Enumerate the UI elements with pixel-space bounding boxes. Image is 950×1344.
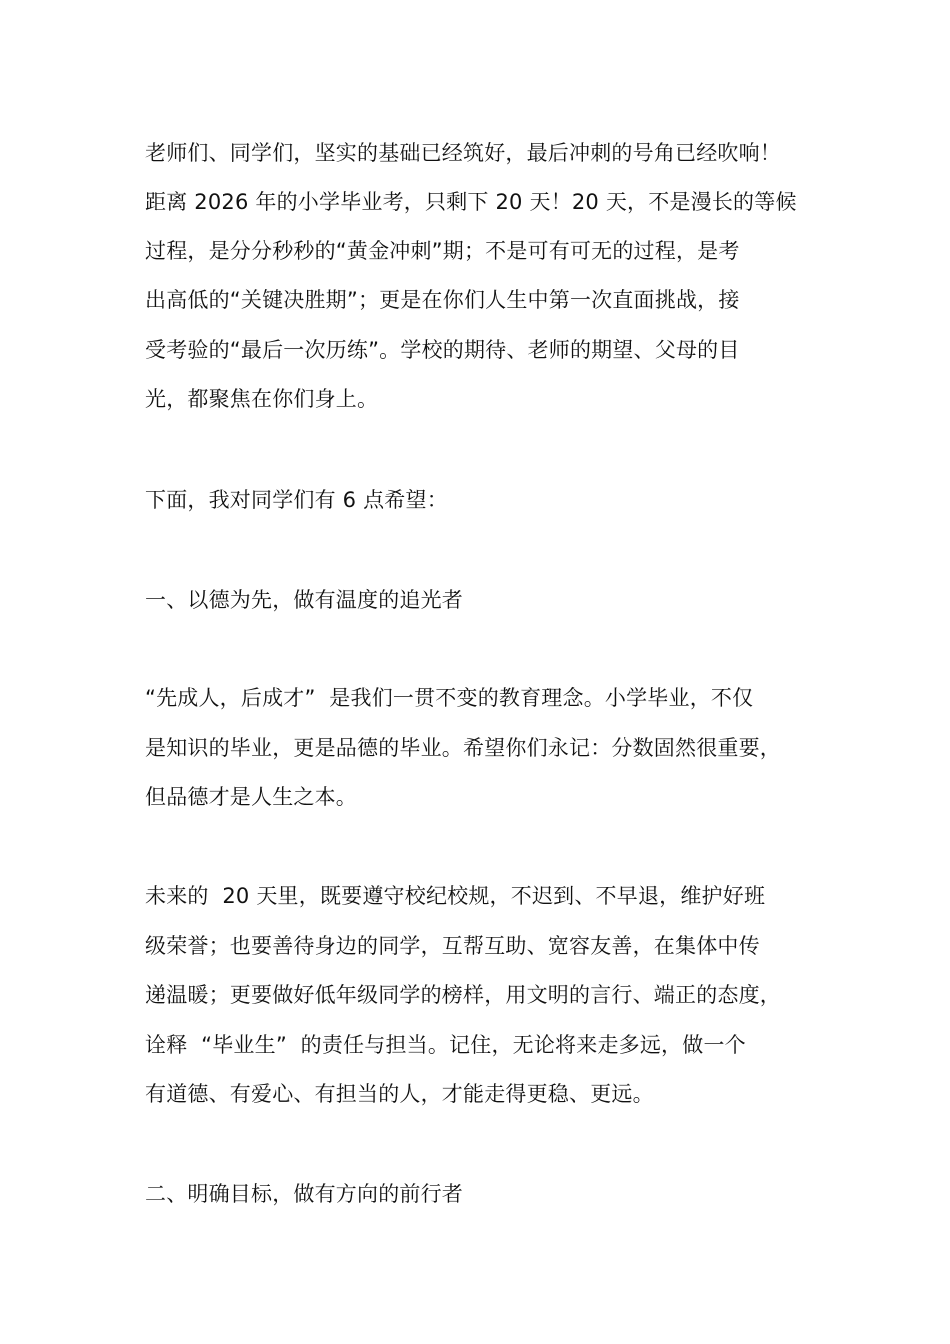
text-line: 未来的 20 天里，既要遵守校纪校规，不迟到、不早退，维护好班 <box>145 884 766 908</box>
text-line: 诠释 “毕业生” 的责任与担当。记住，无论将来走多远，做一个 <box>145 1033 746 1057</box>
text-line: 但品德才是人生之本。 <box>145 785 357 809</box>
text-line: 过程，是分分秒秒的“黄金冲刺”期；不是可有可无的过程，是考 <box>145 239 740 263</box>
text-line: 是知识的毕业，更是品德的毕业。希望你们永记：分数固然很重要， <box>145 736 781 760</box>
text-line: 下面，我对同学们有 6 点希望： <box>145 488 448 512</box>
text-line: 递温暖；更要做好低年级同学的榜样，用文明的言行、端正的态度， <box>145 983 781 1007</box>
text-line: 距离 2026 年的小学毕业考，只剩下 20 天！20 天，不是漫长的等候 <box>145 190 797 214</box>
heading-line: 一、以德为先，做有温度的追光者 <box>145 588 463 612</box>
text-line: 出高低的“关键决胜期”；更是在你们人生中第一次直面挑战，接 <box>145 288 740 312</box>
heading-line: 二、明确目标，做有方向的前行者 <box>145 1182 463 1206</box>
text-line: “先成人，后成才” 是我们一贯不变的教育理念。小学毕业，不仅 <box>145 686 754 710</box>
text-line: 老师们、同学们，坚实的基础已经筑好，最后冲刺的号角已经吹响！ <box>145 141 781 165</box>
text-line: 级荣誉；也要善待身边的同学，互帮互助、宽容友善，在集体中传 <box>145 934 760 958</box>
text-line: 光，都聚焦在你们身上。 <box>145 387 379 411</box>
text-line: 有道德、有爱心、有担当的人，才能走得更稳、更远。 <box>145 1082 654 1106</box>
text-line: 受考验的“最后一次历练”。学校的期待、老师的期望、父母的目 <box>145 338 740 362</box>
